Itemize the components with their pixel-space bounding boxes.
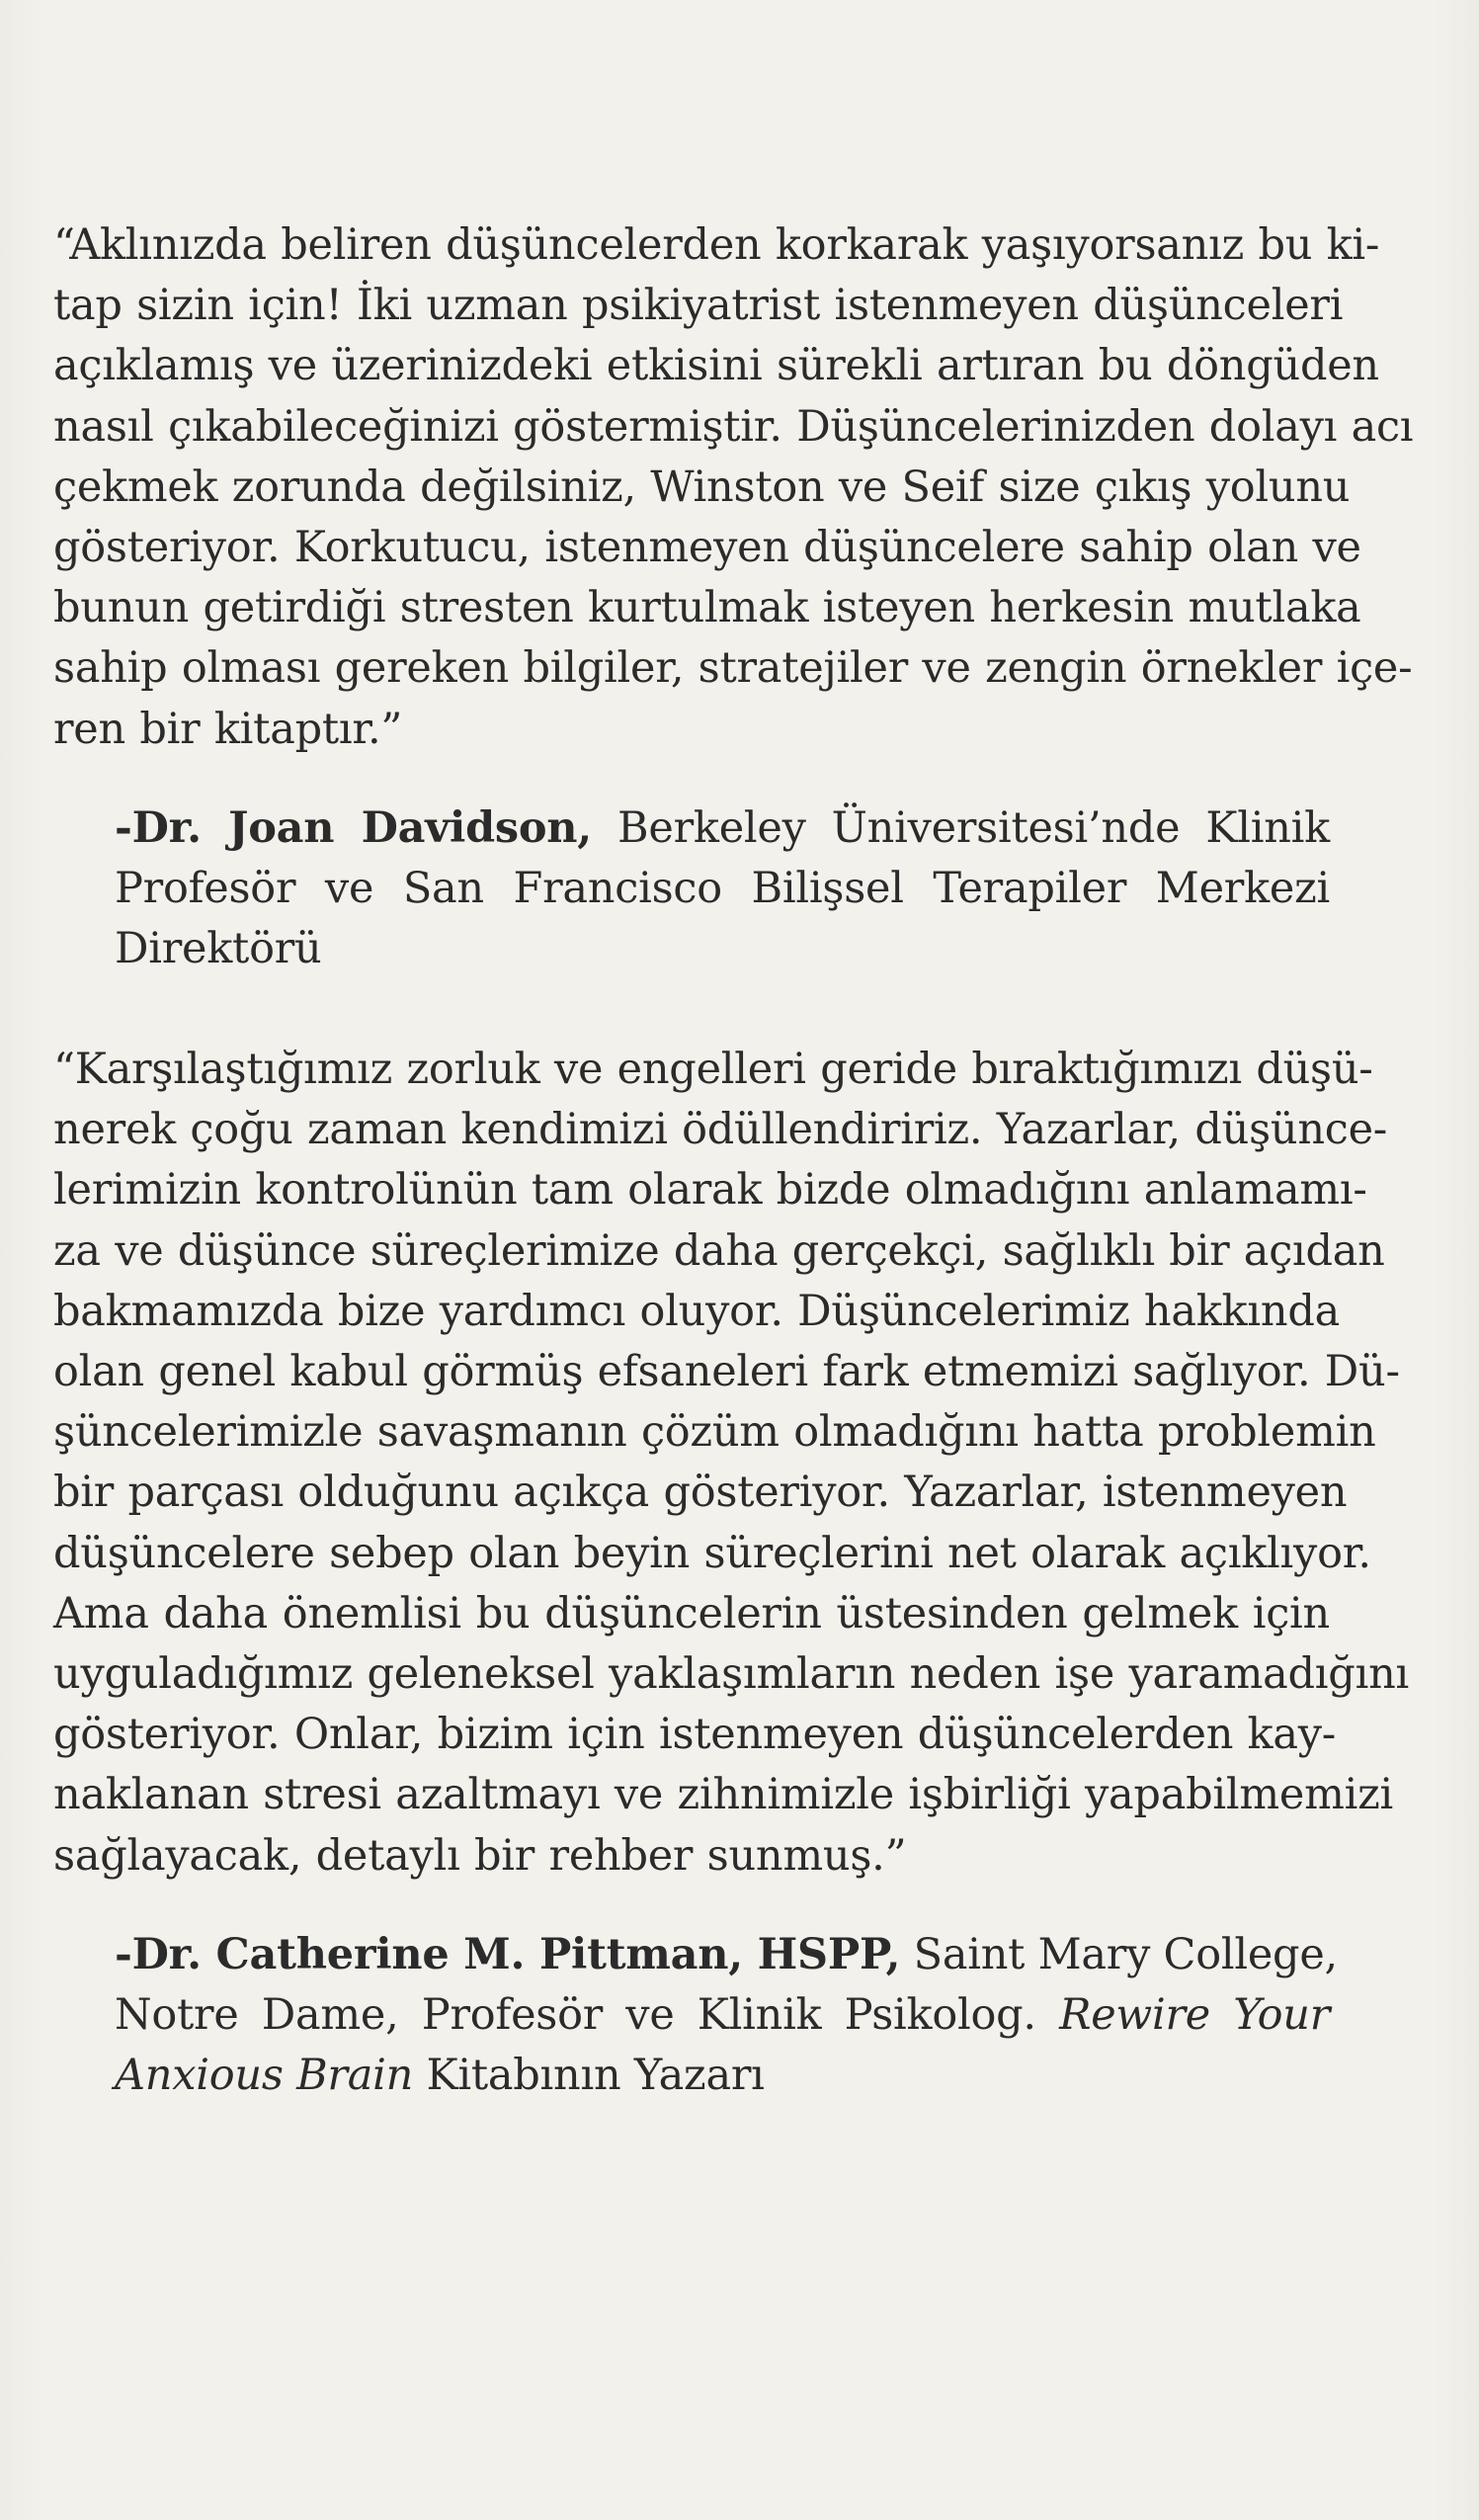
- quote-line: gösteriyor. Korkutucu, istenmeyen düşüncelere sahip olan ve: [53, 523, 1361, 573]
- quote-line: bir parçası olduğunu açıkça gösteriyor. Yazarlar, istenmeyen: [53, 1468, 1348, 1518]
- quote-line: ren bir kitaptır.”: [53, 704, 403, 754]
- quote-line: sahip olması gereken bilgiler, stratejiler ve zengin örnekler içe-: [53, 643, 1413, 694]
- attribution-affiliation: Kitabının Yazarı: [413, 2051, 765, 2101]
- attribution-affiliation: Notre Dame, Profesör ve Klinik Psikolog.: [115, 1990, 1060, 2041]
- book-title: Anxious Brain: [115, 2051, 414, 2101]
- quote-line: bakmamızda bize yardımcı oluyor. Düşüncelerimiz hakkında: [53, 1286, 1340, 1336]
- attribution-davidson: [115, 798, 1330, 980]
- quote-line: uyguladığımız geleneksel yaklaşımların neden işe yaramadığını: [53, 1649, 1410, 1700]
- quote-line: açıklamış ve üzerinizdeki etkisini sürekli artıran bu döngüden: [53, 341, 1379, 391]
- attribution-line: Direktörü: [115, 924, 322, 974]
- quote-davidson: [53, 215, 1414, 760]
- quote-line: çekmek zorunda değilsiniz, Winston ve Seif size çıkış yolunu: [53, 462, 1351, 512]
- quote-pittman: [53, 1040, 1410, 1887]
- quote-line: za ve düşünce süreçlerimize daha gerçekçi, sağlıklı bir açıdan: [53, 1225, 1385, 1276]
- quote-line: “Karşılaştığımız zorluk ve engelleri geride bıraktığımızı düşü-: [53, 1045, 1373, 1094]
- attribution-line: [115, 1985, 1330, 2046]
- attribution-line: [115, 2046, 1330, 2106]
- quote-line: gösteriyor. Onlar, bizim için istenmeyen düşüncelerden kay-: [53, 1710, 1337, 1760]
- quote-line: tap sizin için! İki uzman psikiyatrist istenmeyen düşünceleri: [53, 281, 1344, 331]
- quote-line: olan genel kabul görmüş efsaneleri fark etmemizi sağlıyor. Dü-: [53, 1347, 1400, 1397]
- attribution-pittman: [115, 1925, 1338, 2107]
- quote-line: şüncelerimizle savaşmanın çözüm olmadığını hatta problemin: [53, 1407, 1376, 1458]
- quote-line: naklanan stresi azaltmayı ve zihnimizle işbirliği yapabilmemizi: [53, 1770, 1394, 1820]
- attribution-name: -Dr. Joan Davidson,: [115, 803, 593, 853]
- attribution-line: Profesör ve San Francisco Bilişsel Terapiler Merkezi: [115, 864, 1330, 914]
- quote-line: “Aklınızda beliren düşüncelerden korkarak yaşıyorsanız bu ki-: [53, 220, 1380, 270]
- attribution-affiliation: Saint Mary College,: [900, 1930, 1338, 1979]
- quote-line: lerimizin kontrolünün tam olarak bizde olmadığını anlamamı-: [53, 1165, 1367, 1216]
- quote-line: sağlayacak, detaylı bir rehber sunmuş.”: [53, 1830, 907, 1881]
- quote-line: Ama daha önemlisi bu düşüncelerin üstesinden gelmek için: [53, 1588, 1330, 1638]
- book-title: Rewire Your: [1059, 1990, 1331, 2041]
- attribution-line: [115, 1925, 1338, 1985]
- quote-line: nerek çoğu zaman kendimizi ödüllendiririz. Yazarlar, düşünce-: [53, 1105, 1388, 1155]
- attribution-affiliation: Berkeley Üniversitesi’nde Klinik: [592, 803, 1330, 853]
- attribution-name: -Dr. Catherine M. Pittman, HSPP,: [115, 1930, 901, 1979]
- quote-line: düşüncelere sebep olan beyin süreçlerini net olarak açıklıyor.: [53, 1528, 1371, 1578]
- attribution-line: [115, 798, 1330, 859]
- quote-line: bunun getirdiği stresten kurtulmak isteyen herkesin mutlaka: [53, 583, 1361, 633]
- quote-line: nasıl çıkabileceğinizi göstermiştir. Düşüncelerinizden dolayı acı: [53, 401, 1414, 452]
